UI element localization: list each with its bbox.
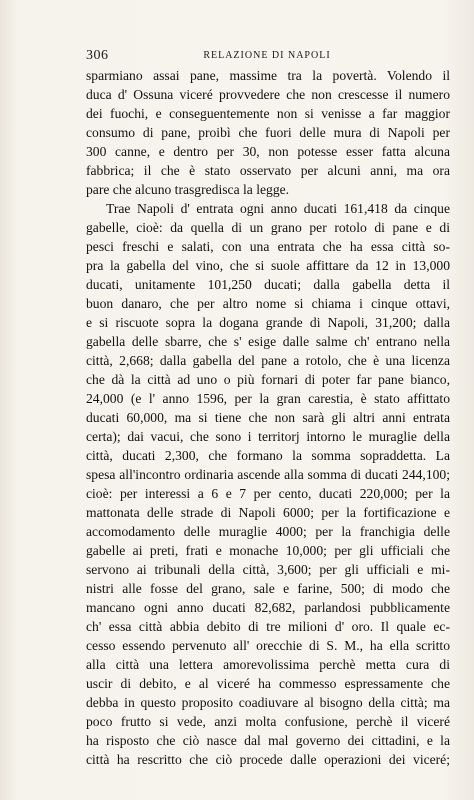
text-line: che dà la città ad uno o più fornari di poter far pane bianco, xyxy=(86,372,450,387)
page-number: 306 xyxy=(86,48,109,63)
text-line: gabelle ai preti, frati e monache 10,000; per gli ufficiali che xyxy=(86,543,450,558)
text-line: consumo di pane, proibì che fuori delle mura di Napoli per xyxy=(86,125,450,140)
text-line: gabelle, cioè: da quella di un grano per rotolo di pane e di xyxy=(86,220,450,235)
text-line: cesso essendo pervenuto all' orecchie di S. M., ha ella scritto xyxy=(86,638,450,653)
text-line: certa); dai vacui, che sono i territorj intorno le muraglie della xyxy=(86,429,450,444)
body-text xyxy=(86,66,450,769)
text-line: duca d' Ossuna viceré provvedere che non crescesse il numero xyxy=(86,87,450,102)
text-line: fabbrica; il che è stato osservato per alcuni anni, ma ora xyxy=(86,163,450,178)
running-head-title: RELAZIONE DI NAPOLI xyxy=(203,50,331,61)
text-line: uscir di debito, e al viceré ha commesso espressamente che xyxy=(86,676,450,691)
text-line: nistri alle fosse del grano, sale e farine, 500; di modo che xyxy=(86,581,450,596)
text-line: pesci freschi e salati, con una entrata che ha essa città so- xyxy=(86,239,450,254)
text-line: città ha rescritto che ciò procede dalle operazioni dei viceré; xyxy=(86,752,450,767)
text-line: servono ai tribunali della città, 3,600; per gli ufficiali e mi- xyxy=(86,562,450,577)
text-line: città, ducati 2,300, che formano la somma sopraddetta. La xyxy=(86,448,450,463)
text-line: alla città una lettera amorevolissima perchè metta cura di xyxy=(86,657,450,672)
text-line: sparmiano assai pane, massime tra la povertà. Volendo il xyxy=(86,68,450,83)
text-line: buon danaro, che per altro nome si chiama i cinque ottavi, xyxy=(86,296,450,311)
text-line: cioè: per interessi a 6 e 7 per cento, ducati 220,000; per la xyxy=(86,486,450,501)
text-line: dei fuochi, e conseguentemente non si venisse a far maggior xyxy=(86,106,450,121)
text-line: accomodamento delle muraglie 4000; per la franchigia delle xyxy=(86,524,450,539)
text-line: gabella delle sbarre, che s' esige dalle salme ch' entrano nella xyxy=(86,334,450,349)
text-line: mancano ogni anno ducati 82,682, parlandosi pubblicamente xyxy=(86,600,450,615)
text-line: ha risposto che ciò nasce dal mal governo dei cittadini, e la xyxy=(86,733,450,748)
text-line: ch' essa città abbia debito di tre milioni d' oro. Il quale ec- xyxy=(86,619,450,634)
text-line: Trae Napoli d' entrata ogni anno ducati 161,418 da cinque xyxy=(106,201,450,216)
text-line: 24,000 (e l' anno 1596, per la gran carestia, è stato affittato xyxy=(86,391,450,406)
running-head xyxy=(86,48,448,66)
text-line: ducati, unitamente 101,250 ducati; dalla gabella detta il xyxy=(86,277,450,292)
text-line: città, 2,668; dalla gabella del pane a rotolo, che è una licenza xyxy=(86,353,450,368)
text-line: poco frutto si vede, anzi molta confusione, perchè il viceré xyxy=(86,714,450,729)
text-line: 300 canne, e dentro per 30, non potesse esser fatta alcuna xyxy=(86,144,450,159)
text-line: e si riscuote sopra la dogana grande di Napoli, 31,200; dalla xyxy=(86,315,450,330)
text-line: debba in questo proposito coadiuvare al bisogno della città; ma xyxy=(86,695,450,710)
text-line: spesa all'incontro ordinaria ascende alla somma di ducati 244,100; xyxy=(86,467,450,482)
text-line: mattonata delle strade di Napoli 6000; per la fortificazione e xyxy=(86,505,450,520)
text-line: pare che alcuno trasgredisca la legge. xyxy=(86,182,290,197)
text-line: ducati 60,000, ma si tiene che non sarà gli altri anni entrata xyxy=(86,410,450,425)
text-line: pra la gabella del vino, che si suole affittare da 12 in 13,000 xyxy=(86,258,450,273)
